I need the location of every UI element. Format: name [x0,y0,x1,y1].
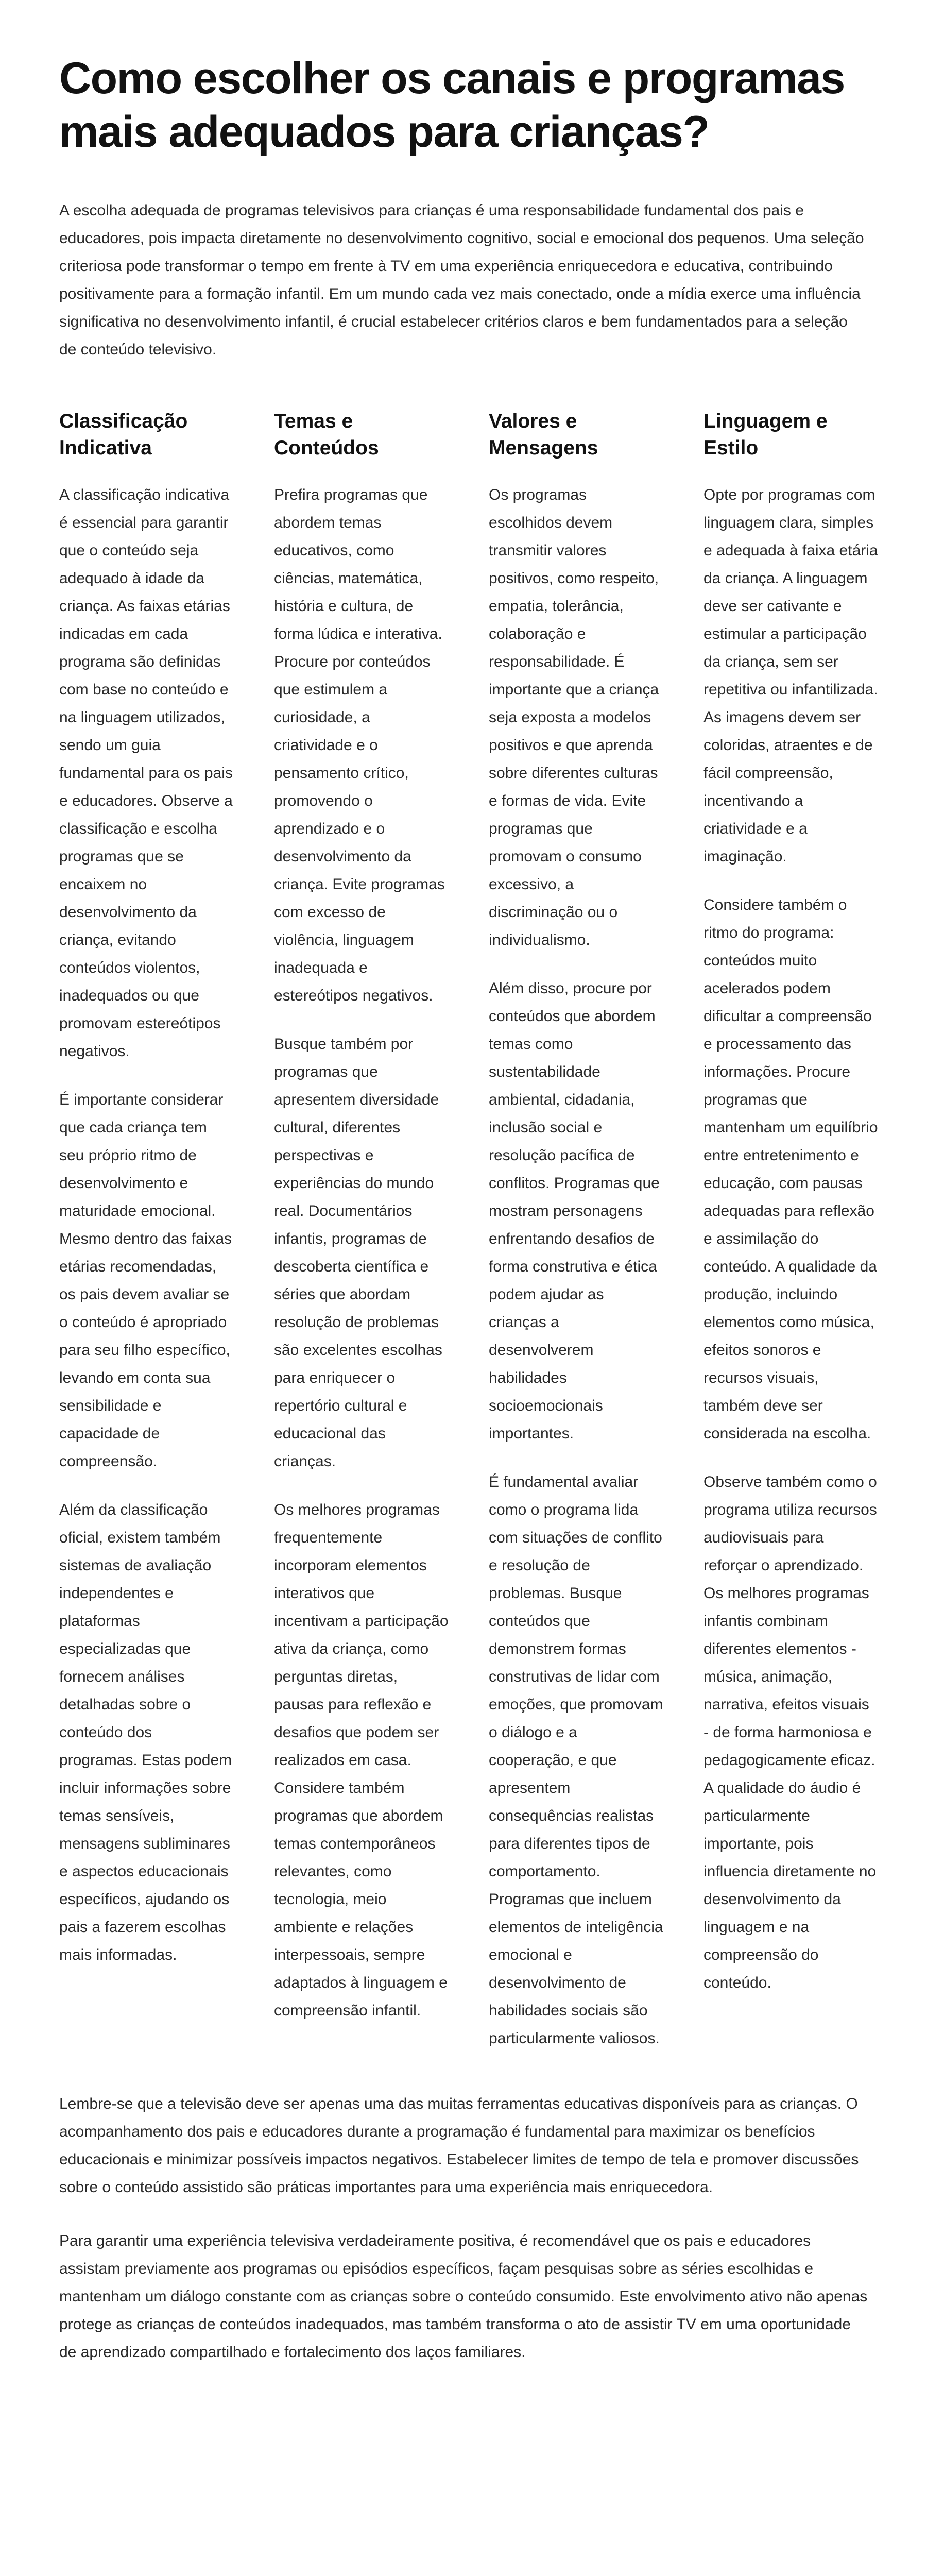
column-heading: Temas e Conteúdos [274,410,379,459]
column-paragraph: Além da classificação oficial, existem também sistemas de avaliação independentes e plataformas especializadas que fornecem análises detalhadas sobre o conteúdo dos programas. Estas podem incluir informações sobre temas sensíveis, mensagens subliminares e aspectos educacionais específicos, ajudando os pais a fazerem escolhas mais informadas. [59,1501,232,1963]
intro-paragraph: A escolha adequada de programas televisivos para crianças é uma responsabilidade fundamental dos pais e educadores, pois impacta diretamente no desenvolvimento cognitivo, social e emocional dos pequenos. Uma seleção criteriosa pode transformar o tempo em frente à TV em uma experiência enriquecedora e educativa, contribuindo positivamente para a formação infantil. Em um mundo cada vez mais conectado, onde a mídia exerce uma influência significativa no desenvolvimento infantil, é crucial estabelecer critérios claros e bem fundamentados para a seleção de conteúdo televisivo. [59,202,864,358]
column-paragraph: Além disso, procure por conteúdos que abordem temas como sustentabilidade ambiental, cidadania, inclusão social e resolução pacífica de conflitos. Programas que mostram personagens enfrentando desafios de forma construtiva e ética podem ajudar as crianças a desenvolverem habilidades socioemocionais importantes. [489,980,660,1442]
closing-paragraph: Para garantir uma experiência televisiva verdadeiramente positiva, é recomendável que os pais e educadores assistam previamente aos programas ou episódios específicos, façam pesquisas sobre as séries escolhidas e mantenham um diálogo constante com as crianças sobre o conteúdo consumido. Este envolvimento ativo não apenas protege as crianças de conteúdos inadequados, mas também transforma o ato de assistir TV em uma oportunidade de aprendizado compartilhado e fortalecimento dos laços familiares. [59,2232,868,2361]
column-paragraph: É fundamental avaliar como o programa lida com situações de conflito e resolução de problemas. Busque conteúdos que demonstrem formas construtivas de lidar com emoções, que promovam o diálogo e a cooperação, e que apresentem consequências realistas para diferentes tipos de comportamento. Programas que incluem elementos de inteligência emocional e desenvolvimento de habilidades sociais são particularmente valiosos. [489,1473,663,2047]
column-paragraph: Observe também como o programa utiliza recursos audiovisuais para reforçar o aprendizado. Os melhores programas infantis combinam diferentes elementos - música, animação, narrativa, efeitos visuais - de forma harmoniosa e pedagogicamente eficaz. A qualidade do áudio é particularmente importante, pois influencia diretamente no desenvolvimento da linguagem e na compreensão do conteúdo. [703,1473,877,1991]
column-paragraph: É importante considerar que cada criança tem seu próprio ritmo de desenvolvimento e maturidade emocional. Mesmo dentro das faixas etárias recomendadas, os pais devem avaliar se o conteúdo é apropriado para seu filho específico, levando em conta sua sensibilidade e capacidade de compreensão. [59,1091,232,1470]
column-paragraph: Considere também o ritmo do programa: conteúdos muito acelerados podem dificultar a compreensão e processamento das informações. Procure programas que mantenham um equilíbrio entre entretenimento e educação, com pausas adequadas para reflexão e assimilação do conteúdo. A qualidade da produção, incluindo elementos como música, efeitos sonoros e recursos visuais, também deve ser considerada na escolha. [703,896,878,1442]
column-paragraph: Prefira programas que abordem temas educativos, como ciências, matemática, história e cultura, de forma lúdica e interativa. Procure por conteúdos que estimulem a curiosidade, a criatividade e o pensamento crítico, promovendo o aprendizado e o desenvolvimento da criança. Evite programas com excesso de violência, linguagem inadequada e estereótipos negativos. [274,486,445,1004]
criteria-columns [59,408,878,2073]
column-valores-e-mensagens [489,408,664,2073]
column-paragraph: A classificação indicativa é essencial para garantir que o conteúdo seja adequado à idade da criança. As faixas etárias indicadas em cada programa são definidas com base no conteúdo e na linguagem utilizados, sendo um guia fundamental para os pais e educadores. Observe a classificação e escolha programas que se encaixem no desenvolvimento da criança, evitando conteúdos violentos, inadequados ou que promovam estereótipos negativos. [59,486,233,1060]
closing-paragraph: Lembre-se que a televisão deve ser apenas uma das muitas ferramentas educativas disponíveis para as crianças. O acompanhamento dos pais e educadores durante a programação é fundamental para maximizar os benefícios educacionais e minimizar possíveis impactos negativos. Estabelecer limites de tempo de tela e promover discussões sobre o conteúdo assistido são práticas importantes para uma experiência mais enriquecedora. [59,2095,859,2196]
column-paragraph: Os melhores programas frequentemente incorporam elementos interativos que incentivam a participação ativa da criança, como perguntas diretas, pausas para reflexão e desafios que podem ser realizados em casa. Considere também programas que abordem temas contemporâneos relevantes, como tecnologia, meio ambiente e relações interpessoais, sempre adaptados à linguagem e compreensão infantil. [274,1501,449,2019]
column-heading: Linguagem e Estilo [703,410,828,459]
closing-section [59,2090,868,2366]
column-paragraph: Busque também por programas que apresentem diversidade cultural, diferentes perspectivas e experiências do mundo real. Documentários infantis, programas de descoberta científica e séries que abordam resolução de problemas são excelentes escolhas para enriquecer o repertório cultural e educacional das crianças. [274,1036,442,1470]
column-heading: Classificação Indicativa [59,410,188,459]
column-paragraph: Os programas escolhidos devem transmitir valores positivos, como respeito, empatia, tolerância, colaboração e responsabilidade. É importante que a criança seja exposta a modelos positivos e que aprenda sobre diferentes culturas e formas de vida. Evite programas que promovam o consumo excessivo, a discriminação ou o individualismo. [489,486,659,948]
column-linguagem-e-estilo [703,408,879,2073]
column-paragraph: Opte por programas com linguagem clara, simples e adequada à faixa etária da criança. A linguagem deve ser cativante e estimular a participação da criança, sem ser repetitiva ou infantilizada. As imagens devem ser coloridas, atraentes e de fácil compreensão, incentivando a criatividade e a imaginação. [703,486,878,865]
column-heading: Valores e Mensagens [489,410,598,459]
column-classificacao-indicativa [59,408,234,2073]
page-title: Como escolher os canais e programas mais adequados para crianças? [59,54,845,157]
column-temas-e-conteudos [274,408,449,2073]
